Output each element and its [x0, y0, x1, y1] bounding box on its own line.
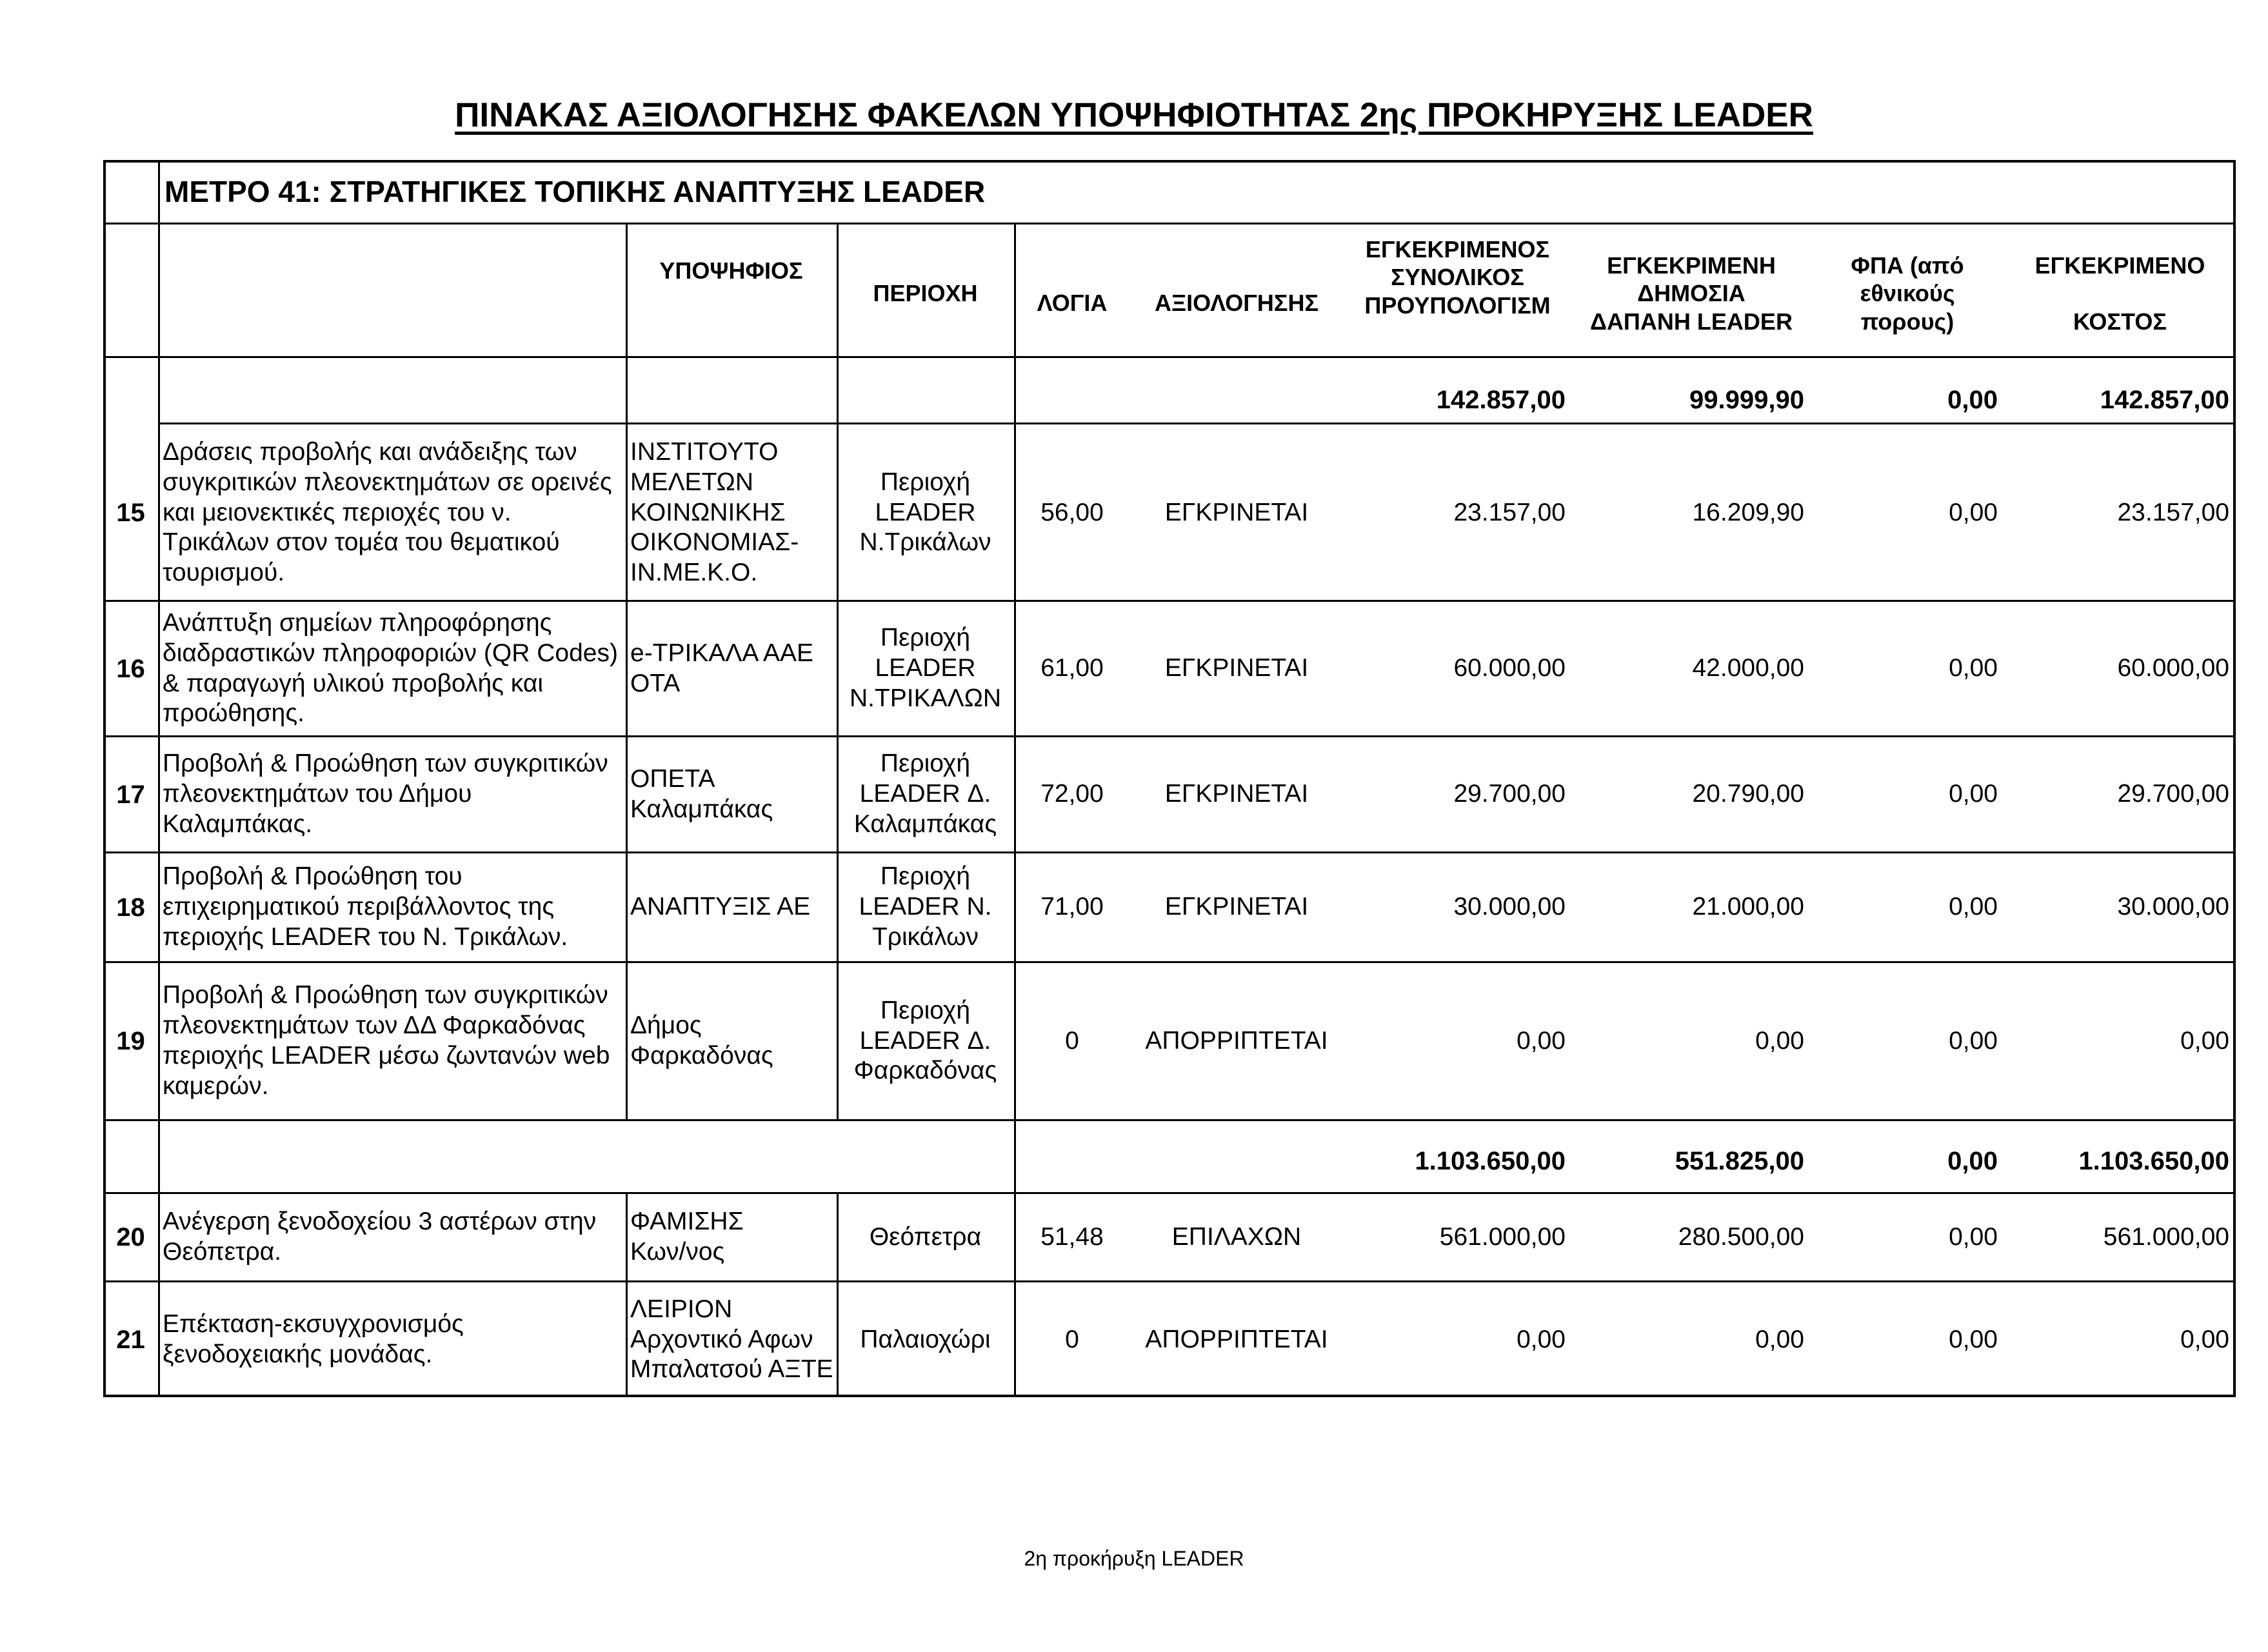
row16-budget: 60.000,00	[1453, 654, 1566, 682]
header-approved-budget: ΕΓΚΕΚΡΙΜΕΝΟΣ ΣΥΝΟΛΙΚΟΣ ΠΡΟΥΠΟΛΟΓΙΣΜ	[1364, 236, 1551, 319]
row15-cost: 23.157,00	[2117, 498, 2229, 526]
row21-area: Παλαιοχώρι	[860, 1325, 991, 1353]
row16-score: 61,00	[1040, 654, 1104, 682]
row-line-19	[103, 1119, 2236, 1121]
row18-result: ΕΓΚΡΙΝΕΤΑΙ	[1164, 893, 1309, 921]
row15-budget: 23.157,00	[1453, 498, 1566, 526]
group1-total-cost: 142.857,00	[2100, 386, 2229, 414]
row15-no: 15	[116, 499, 145, 527]
col-line-title-g2	[626, 1192, 628, 1397]
row17-area: Περιοχή LEADER Δ. Καλαμπάκας	[853, 750, 997, 838]
header-top-line	[103, 223, 2236, 224]
row17-title: Προβολή & Προώθηση των συγκριτικών πλεονεκτημάτων του Δήμου Καλαμπάκας.	[163, 750, 608, 838]
row18-candidate: ΑΝΑΠΤΥΞΙΣ ΑΕ	[630, 893, 811, 921]
row15-vat: 0,00	[1949, 498, 1998, 526]
row17-public: 20.790,00	[1692, 780, 1804, 808]
row19-cost: 0,00	[2180, 1026, 2229, 1055]
row17-score: 72,00	[1040, 780, 1104, 808]
row16-cost: 60.000,00	[2117, 654, 2229, 682]
row19-vat: 0,00	[1949, 1026, 1998, 1055]
header-evaluation: ΑΞΙΟΛΟΓΗΣΗΣ	[1154, 290, 1319, 317]
group1-total-public: 99.999,90	[1689, 386, 1804, 414]
row16-vat: 0,00	[1949, 654, 1998, 682]
measure-title: ΜΕΤΡΟ 41: ΣΤΡΑΤΗΓΙΚΕΣ ΤΟΠΙΚΗΣ ΑΝΑΠΤΥΞΗΣ LEADER	[164, 175, 986, 208]
row19-candidate: Δήμος Φαρκαδόνας	[630, 1011, 773, 1070]
row15-result: ΕΓΚΡΙΝΕΤΑΙ	[1164, 498, 1309, 526]
group1-total-budget: 142.857,00	[1436, 386, 1566, 414]
row20-score: 51,48	[1040, 1222, 1104, 1251]
group2-total-vat: 0,00	[1947, 1147, 1998, 1175]
row20-budget: 561.000,00	[1439, 1222, 1566, 1251]
group2-total-cost: 1.103.650,00	[2078, 1147, 2229, 1175]
row21-title: Επέκταση-εκσυγχρονισμός ξενοδοχειακής μονάδας.	[163, 1310, 464, 1368]
col-line-no	[158, 160, 160, 1397]
header-area: ΠΕΡΙΟΧΗ	[873, 280, 978, 307]
header-approved-public: ΕΓΚΕΚΡΙΜΕΝΗ ΔΗΜΟΣΙΑ ΔΑΠΑΝΗ LEADER	[1590, 252, 1793, 335]
row15-title: Δράσεις προβολής και ανάδειξης των συγκριτικών πλεονεκτημάτων σε ορεινές και μειονεκτικές περιοχές του ν. Τρικάλων στον τομέα του θεματικού τουρισμού.	[163, 438, 612, 587]
row21-cost: 0,00	[2180, 1325, 2229, 1353]
row18-score: 71,00	[1040, 893, 1104, 921]
row19-area: Περιοχή LEADER Δ. Φαρκαδόνας	[853, 996, 997, 1085]
row19-score: 0	[1065, 1026, 1079, 1055]
header-approved-cost: ΕΓΚΕΚΡΙΜΕΝΟ ΚΟΣΤΟΣ	[2034, 252, 2205, 335]
row17-no: 17	[116, 780, 145, 809]
row20-candidate: ΦΑΜΙΣΗΣ Κων/νος	[630, 1208, 744, 1266]
group2-total-budget: 1.103.650,00	[1415, 1147, 1566, 1175]
row15-area: Περιοχή LEADER Ν.Τρικάλων	[859, 468, 991, 557]
row20-area: Θεόπετρα	[869, 1222, 982, 1251]
row20-title: Ανέγερση ξενοδοχείου 3 αστέρων στην Θεόπετρα.	[163, 1208, 597, 1266]
group1-total-vat: 0,00	[1947, 386, 1998, 414]
row20-result: ΕΠΙΛΑΧΩΝ	[1171, 1222, 1302, 1251]
header-score: ΛΟΓΙΑ	[1037, 290, 1108, 317]
header-bottom-line	[103, 356, 2236, 358]
row19-title: Προβολή & Προώθηση των συγκριτικών πλεονεκτημάτων των ΔΔ Φαρκαδόνας περιοχής LEADER μέσω ζωντανών web καμερών.	[163, 981, 610, 1100]
row16-no: 16	[116, 654, 145, 683]
row20-cost: 561.000,00	[2103, 1222, 2229, 1251]
row18-title: Προβολή & Προώθηση του επιχειρηματικού περιβάλλοντος της περιοχής LEADER του Ν. Τρικάλων.	[163, 862, 568, 951]
row18-cost: 30.000,00	[2117, 893, 2229, 921]
row17-vat: 0,00	[1949, 780, 1998, 808]
row19-public: 0,00	[1755, 1026, 1804, 1055]
row18-vat: 0,00	[1949, 893, 1998, 921]
row20-no: 20	[116, 1223, 145, 1251]
row19-no: 19	[116, 1027, 145, 1055]
row21-score: 0	[1065, 1325, 1079, 1353]
row18-area: Περιοχή LEADER Ν. Τρικάλων	[859, 862, 992, 951]
row21-result: ΑΠΟΡΡΙΠΤΕΤΑΙ	[1145, 1325, 1328, 1353]
row16-area: Περιοχή LEADER Ν.ΤΡΙΚΑΛΩΝ	[849, 624, 1002, 712]
row16-title: Ανάπτυξη σημείων πληροφόρησης διαδραστικών πληροφοριών (QR Codes) & παραγωγή υλικού προβολής και προώθησης.	[163, 608, 618, 728]
row18-no: 18	[116, 893, 145, 922]
page-title: ΠΙΝΑΚΑΣ ΑΞΙΟΛΟΓΗΣΗΣ ΦΑΚΕΛΩΝ ΥΠΟΨΗΦΙΟΤΗΤΑΣ 2ης ΠΡΟΚΗΡΥΞΗΣ LEADER	[455, 96, 1813, 134]
group2-total-public: 551.825,00	[1675, 1147, 1804, 1175]
row17-result: ΕΓΚΡΙΝΕΤΑΙ	[1164, 780, 1309, 808]
row21-vat: 0,00	[1949, 1325, 1998, 1353]
row18-budget: 30.000,00	[1453, 893, 1566, 921]
row21-no: 21	[116, 1326, 145, 1354]
col-line-title	[626, 223, 628, 1119]
row20-vat: 0,00	[1949, 1222, 1998, 1251]
row21-budget: 0,00	[1517, 1325, 1566, 1353]
row16-candidate: e-ΤΡΙΚΑΛΑ ΑΑΕ ΟΤΑ	[630, 639, 814, 697]
row16-result: ΕΓΚΡΙΝΕΤΑΙ	[1164, 654, 1309, 682]
row19-budget: 0,00	[1517, 1026, 1566, 1055]
row20-public: 280.500,00	[1678, 1222, 1804, 1251]
row15-score: 56,00	[1040, 498, 1104, 526]
row18-public: 21.000,00	[1692, 893, 1804, 921]
row15-public: 16.209,90	[1692, 498, 1804, 526]
group1-totals-line	[158, 423, 2236, 424]
header-candidate: ΥΠΟΨΗΦΙΟΣ	[659, 257, 803, 284]
row17-budget: 29.700,00	[1453, 780, 1566, 808]
row15-candidate: ΙΝΣΤΙΤΟΥΤΟ ΜΕΛΕΤΩΝ ΚΟΙΝΩΝΙΚΗΣ ΟΙΚΟΝΟΜΙΑΣ- ΙΝ.ΜΕ.Κ.Ο.	[630, 438, 799, 587]
header-vat: ΦΠΑ (από εθνικούς πορους)	[1851, 252, 1964, 335]
row16-public: 42.000,00	[1692, 654, 1804, 682]
row19-result: ΑΠΟΡΡΙΠΤΕΤΑΙ	[1145, 1026, 1328, 1055]
row21-candidate: ΛΕΙΡΙΟΝ Αρχοντικό Αφων Μπαλατσού ΑΞΤΕ	[630, 1295, 833, 1384]
footer-text: 2η προκήρυξη LEADER	[1024, 1547, 1244, 1570]
row17-cost: 29.700,00	[2117, 780, 2229, 808]
row17-candidate: ΟΠΕΤΑ Καλαμπάκας	[630, 764, 773, 823]
row21-public: 0,00	[1755, 1325, 1804, 1353]
